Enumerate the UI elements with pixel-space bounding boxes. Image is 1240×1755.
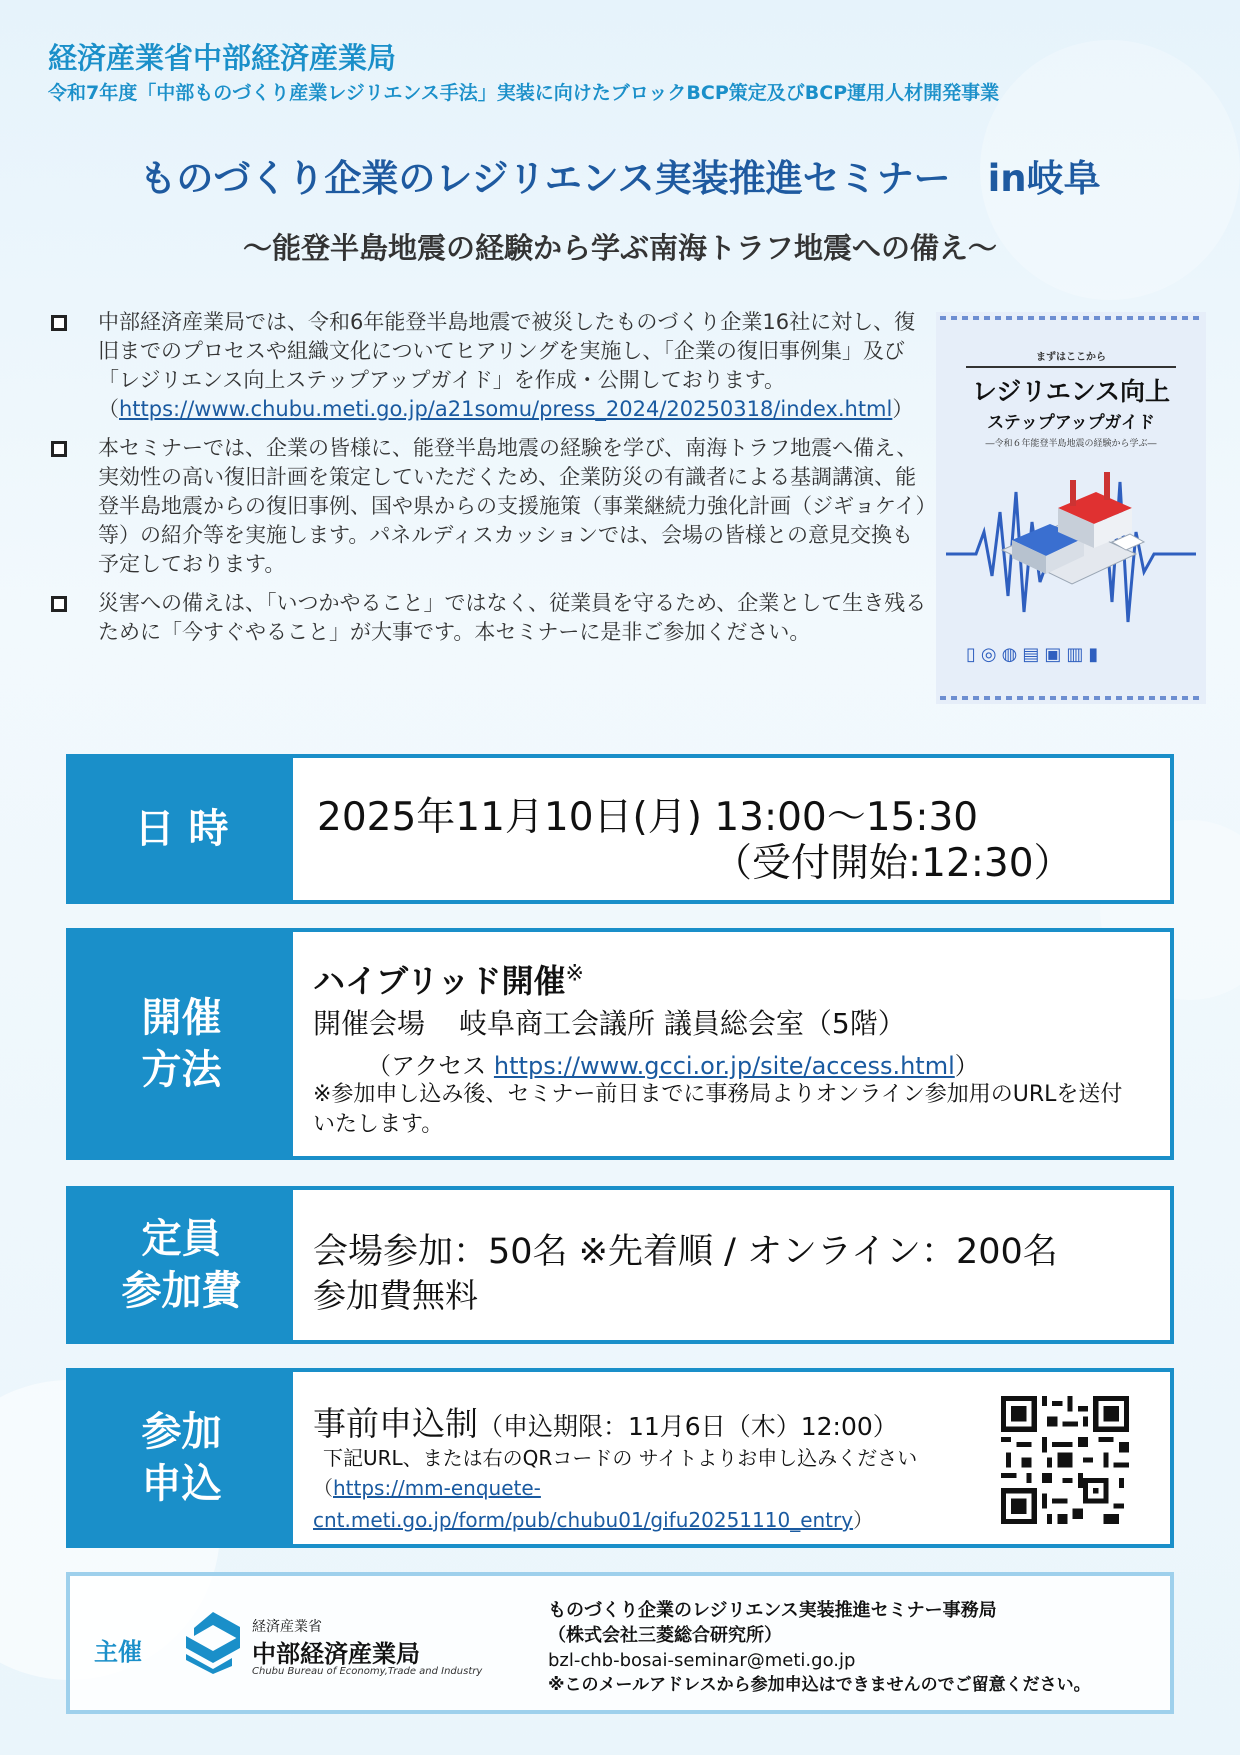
capacity-label-line: 定員	[141, 1216, 222, 1262]
chubu-bureau-logo-icon	[182, 1610, 244, 1676]
apply-label-line: 参加	[141, 1409, 222, 1455]
capacity-section	[66, 1186, 1174, 1344]
intro-text: 中部経済産業局では、令和6年能登半島地震で被災したものづくり企業16社に対し、復旧までのプロセスや組織文化についてヒアリングを実施し、「企業の復旧事例集」及び「レジリエンス向上ステップアップガイド」を作成・公開しております。	[98, 310, 916, 392]
capacity-label	[70, 1190, 293, 1340]
paren-open: （	[313, 1476, 333, 1500]
apply-url-line	[313, 1472, 933, 1536]
intro-item	[48, 589, 933, 647]
dashed-border	[940, 696, 1202, 700]
access-link[interactable]: https://www.gcci.or.jp/site/access.html	[493, 1052, 955, 1080]
dashed-border	[940, 316, 1202, 320]
capacity-label-line: 参加費	[121, 1268, 242, 1314]
page-title: ものづくり企業のレジリエンス実装推進セミナー in岐阜	[139, 157, 1101, 200]
office-contact	[548, 1598, 1091, 1698]
guide-cover-image	[936, 312, 1206, 704]
bureau-name: 中部経済産業局	[252, 1640, 420, 1668]
seat-capacity: 会場参加：50名 ※先着順 / オンライン：200名	[313, 1232, 1058, 1272]
intro-text: 災害への備えは、「いつかやること」ではなく、従業員を守るため、企業として生き残るために「今すぐやること」が大事です。本セミナーに是非ご参加ください。	[98, 591, 927, 644]
apply-deadline: （申込期限：11月6日（木）12:00）	[478, 1412, 898, 1441]
method-label	[70, 932, 293, 1156]
organization-name: 経済産業省中部経済産業局	[48, 41, 397, 75]
venue-label: 開催会場	[313, 1007, 426, 1040]
office-company: （株式会社三菱総合研究所）	[548, 1625, 782, 1646]
apply-link[interactable]: https://mm-enquete-cnt.meti.go.jp/form/pub/chubu01/gifu20251110_entry	[313, 1476, 854, 1532]
datetime-label: 日 時	[134, 806, 229, 852]
intro-text: 本セミナーでは、企業の皆様に、能登半島地震の経験を学び、南海トラフ地震へ備え、実効性の高い復旧計画を策定していただくため、企業防災の有識者による基調講演、能登半島地震からの復旧事例、国や県からの支援施策（事業継続力強化計画（ジギョケイ）等）の紹介等を実施します。パネルディスカッションでは、会場の皆様との意見交換も予定しております。	[98, 436, 927, 576]
guide-title-rule	[966, 366, 1176, 368]
datetime-section	[66, 754, 1174, 904]
hybrid-note-mark: ※	[565, 961, 584, 987]
square-bullet-icon	[51, 441, 67, 457]
event-date: 2025年11月10日(月) 13:00〜15:30	[317, 795, 979, 840]
guide-subtitle: ステップアップガイド	[987, 413, 1155, 433]
office-name: ものづくり企業のレジリエンス実装推進セミナー事務局	[548, 1600, 997, 1621]
guide-kicker: まずはここから	[1036, 352, 1106, 363]
equipment-icons-row: ▯◎◍▤▣▥▮	[966, 644, 1104, 665]
apply-section	[66, 1368, 1174, 1548]
ministry-name: 経済産業省	[252, 1619, 322, 1635]
method-label-line: 方法	[141, 1047, 222, 1093]
hybrid-heading	[313, 956, 584, 1002]
guide-title: レジリエンス向上	[971, 377, 1171, 406]
apply-label-line: 申込	[141, 1461, 222, 1507]
paren-close: ）	[892, 397, 914, 421]
qr-code-icon[interactable]	[1001, 1396, 1129, 1524]
access-label: （アクセス	[367, 1052, 494, 1080]
paren-open: （	[98, 397, 119, 421]
host-label: 主催	[94, 1638, 142, 1666]
square-bullet-icon	[51, 315, 67, 331]
method-section	[66, 928, 1174, 1160]
project-name: 令和7年度「中部ものづくり産業レジリエンス手法」実装に向けたブロックBCP策定及びBCP運用人材開発事業	[48, 82, 1000, 104]
method-label-line: 開催	[141, 995, 222, 1041]
apply-system: 事前申込制	[313, 1404, 478, 1443]
email-note: ※このメールアドレスから参加申込はできませんのでご留意ください。	[548, 1675, 1091, 1695]
apply-content	[293, 1372, 1170, 1544]
venue-line	[313, 1002, 906, 1042]
intro-list	[48, 308, 933, 657]
hybrid-text: ハイブリッド開催	[313, 962, 566, 1000]
factory-seismic-illustration	[946, 462, 1196, 632]
footer-organizer	[66, 1572, 1174, 1714]
office-email[interactable]: bzl-chb-bosai-seminar@meti.go.jp	[548, 1650, 856, 1671]
datetime-content	[293, 758, 1170, 900]
venue-name: 岐阜商工会議所 議員総会室（5階）	[459, 1007, 906, 1040]
reception-time: （受付開始:12:30）	[713, 841, 1073, 886]
apply-heading	[313, 1398, 898, 1445]
paren-close: ）	[954, 1052, 979, 1080]
intro-item	[48, 308, 933, 424]
guide-caption: ―令和６年能登半島地震の経験から学ぶ―	[985, 439, 1157, 449]
method-content	[293, 932, 1170, 1156]
apply-label	[70, 1372, 293, 1544]
square-bullet-icon	[51, 596, 67, 612]
capacity-content	[293, 1190, 1170, 1340]
press-release-link[interactable]: https://www.chubu.meti.go.jp/a21somu/press_2024/20250318/index.html	[119, 397, 893, 421]
apply-instruction: 下記URL、または右のQRコードの サイトよりお申し込みください	[323, 1446, 918, 1470]
participation-fee: 参加費無料	[313, 1276, 478, 1315]
paren-close: ）	[853, 1508, 874, 1532]
online-note: ※参加申し込み後、セミナー前日までに事務局よりオンライン参加用のURLを送付いたします。	[313, 1082, 1123, 1137]
intro-item	[48, 434, 933, 579]
page-subtitle: 〜能登半島地震の経験から学ぶ南海トラフ地震への備え〜	[242, 231, 997, 265]
bureau-name-english: Chubu Bureau of Economy,Trade and Industry	[252, 1666, 483, 1677]
access-line	[367, 1046, 979, 1081]
